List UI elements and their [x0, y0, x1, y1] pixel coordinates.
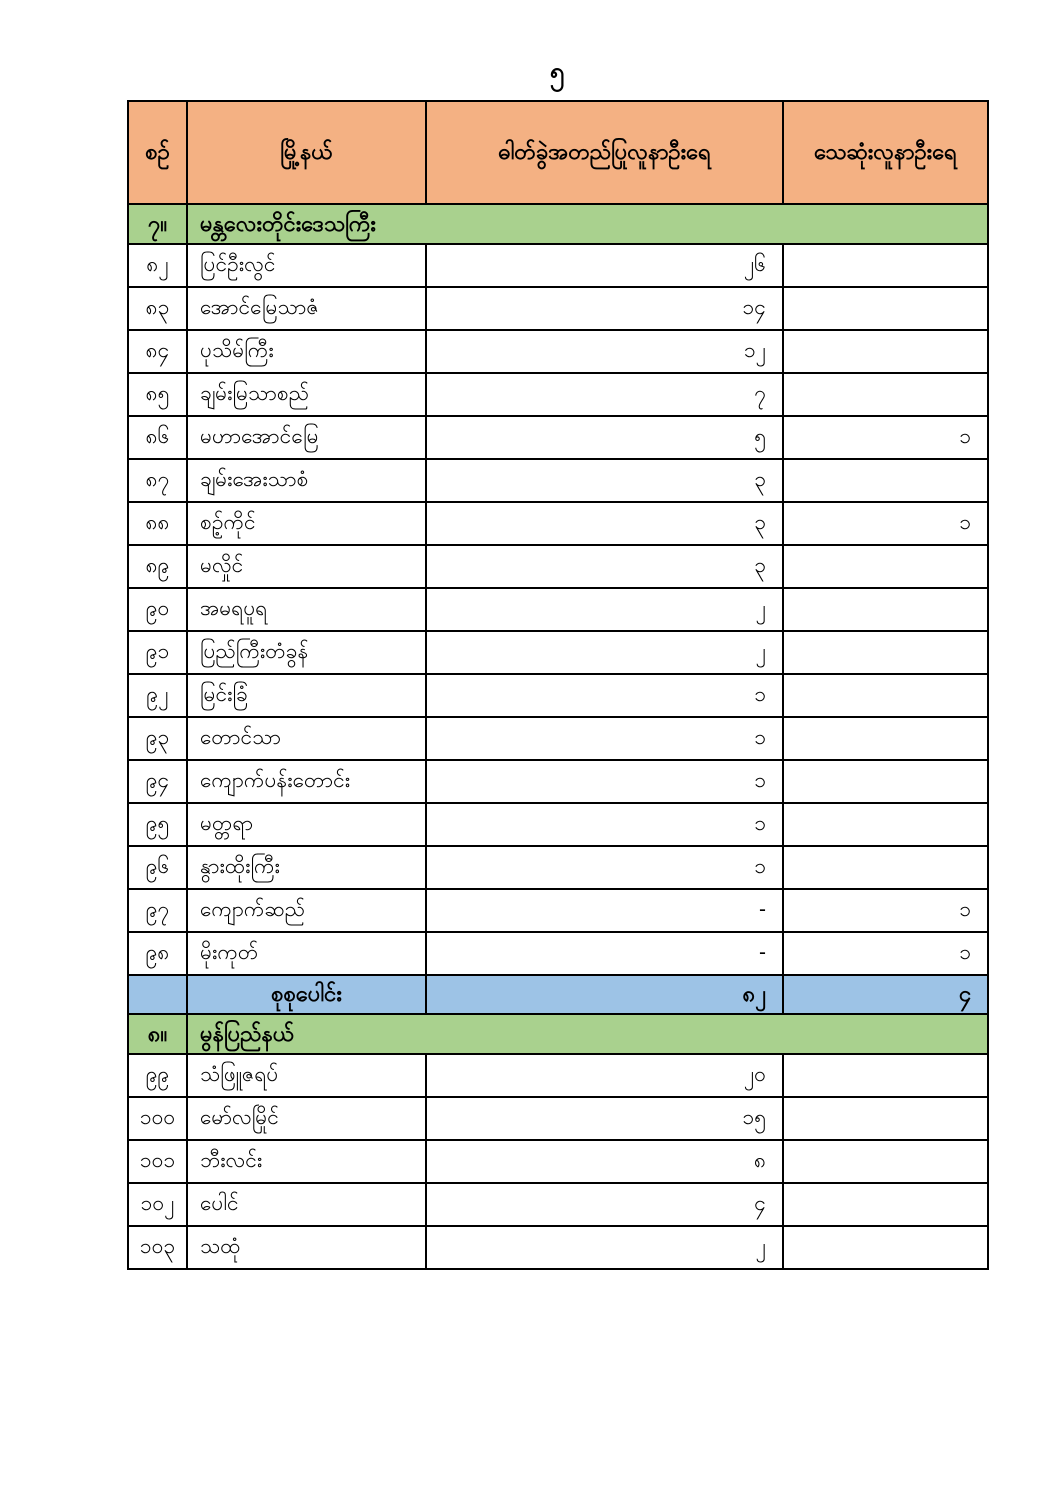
serial-cell: ၉၉ [128, 1054, 187, 1097]
deaths-count-cell [783, 1097, 988, 1140]
table-header-row [128, 101, 988, 204]
section-header-row [128, 204, 988, 244]
table-row [128, 588, 988, 631]
serial-cell: ၈၃ [128, 287, 187, 330]
township-cell: ကျောက်ဆည် [187, 889, 426, 932]
confirmed-count-cell: ၂၀ [426, 1054, 783, 1097]
serial-cell: ၁၀၁ [128, 1140, 187, 1183]
total-deaths-cell: ၄ [783, 975, 988, 1014]
deaths-count-cell [783, 588, 988, 631]
confirmed-count-cell: ၁၂ [426, 330, 783, 373]
header-confirmed-count: ဓါတ်ခွဲအတည်ပြုလူနာဦးရေ [426, 101, 783, 204]
serial-cell: ၁၀၂ [128, 1183, 187, 1226]
table-row [128, 889, 988, 932]
total-serial-cell [128, 975, 187, 1014]
total-label-cell: စုစုပေါင်း [187, 975, 426, 1014]
confirmed-count-cell: ၂ [426, 631, 783, 674]
deaths-count-cell [783, 846, 988, 889]
township-cell: တောင်သာ [187, 717, 426, 760]
table-row [128, 846, 988, 889]
table-row [128, 373, 988, 416]
township-cell: မလှိုင် [187, 545, 426, 588]
deaths-count-cell: ၁ [783, 416, 988, 459]
township-cell: ပြင်ဦးလွင် [187, 244, 426, 287]
township-cell: ကျောက်ပန်းတောင်း [187, 760, 426, 803]
township-cell: နွားထိုးကြီး [187, 846, 426, 889]
table-body [128, 204, 988, 1269]
table-row [128, 244, 988, 287]
township-cell: သထုံ [187, 1226, 426, 1269]
confirmed-count-cell: ၁၅ [426, 1097, 783, 1140]
serial-cell: ၈၈ [128, 502, 187, 545]
section-label-cell: မန္တလေးတိုင်းဒေသကြီး [187, 204, 988, 244]
table-row [128, 631, 988, 674]
header-death-count: သေဆုံးလူနာဦးရေ [783, 101, 988, 204]
township-cell: ချမ်းအေးသာစံ [187, 459, 426, 502]
table-row [128, 674, 988, 717]
deaths-count-cell [783, 1054, 988, 1097]
table-row [128, 717, 988, 760]
section-label-cell: မွန်ပြည်နယ် [187, 1014, 988, 1054]
serial-cell: ၉၀ [128, 588, 187, 631]
serial-cell: ၉၆ [128, 846, 187, 889]
confirmed-count-cell: ၃ [426, 545, 783, 588]
township-cell: သံဖြူဇရပ် [187, 1054, 426, 1097]
township-cell: ပြည်ကြီးတံခွန် [187, 631, 426, 674]
township-cell: အမရပူရ [187, 588, 426, 631]
township-cell: စဉ့်ကိုင် [187, 502, 426, 545]
serial-cell: ၉၃ [128, 717, 187, 760]
serial-cell: ၉၈ [128, 932, 187, 975]
township-cell: မြင်းခြံ [187, 674, 426, 717]
confirmed-count-cell: - [426, 932, 783, 975]
serial-cell: ၁၀၃ [128, 1226, 187, 1269]
confirmed-count-cell: ၁ [426, 803, 783, 846]
table-row [128, 416, 988, 459]
table-row [128, 502, 988, 545]
deaths-count-cell [783, 1183, 988, 1226]
table-row [128, 1054, 988, 1097]
section-number-cell: ၈။ [128, 1014, 187, 1054]
table-row [128, 1226, 988, 1269]
township-cell: ပုသိမ်ကြီး [187, 330, 426, 373]
confirmed-count-cell: ၇ [426, 373, 783, 416]
deaths-count-cell [783, 287, 988, 330]
covid-report-table [127, 100, 989, 1270]
table-row [128, 1140, 988, 1183]
section-number-cell: ၇။ [128, 204, 187, 244]
deaths-count-cell [783, 1226, 988, 1269]
table-row [128, 287, 988, 330]
township-cell: မော်လမြိုင် [187, 1097, 426, 1140]
deaths-count-cell [783, 760, 988, 803]
table-row [128, 932, 988, 975]
township-cell: အောင်မြေသာဇံ [187, 287, 426, 330]
deaths-count-cell [783, 459, 988, 502]
table-row [128, 1097, 988, 1140]
deaths-count-cell [783, 674, 988, 717]
header-township: မြို့နယ် [187, 101, 426, 204]
serial-cell: ၉၅ [128, 803, 187, 846]
page-number: ၅ [549, 56, 565, 86]
serial-cell: ၈၂ [128, 244, 187, 287]
confirmed-count-cell: ၄ [426, 1183, 783, 1226]
deaths-count-cell [783, 631, 988, 674]
township-cell: မဟာအောင်မြေ [187, 416, 426, 459]
deaths-count-cell: ၁ [783, 502, 988, 545]
serial-cell: ၁၀၀ [128, 1097, 187, 1140]
total-row [128, 975, 988, 1014]
confirmed-count-cell: ၅ [426, 416, 783, 459]
deaths-count-cell [783, 717, 988, 760]
township-cell: ဘီးလင်း [187, 1140, 426, 1183]
serial-cell: ၈၆ [128, 416, 187, 459]
deaths-count-cell [783, 1140, 988, 1183]
table-row [128, 803, 988, 846]
confirmed-count-cell: ၁ [426, 760, 783, 803]
deaths-count-cell [783, 330, 988, 373]
confirmed-count-cell: ၂ [426, 1226, 783, 1269]
confirmed-count-cell: ၈ [426, 1140, 783, 1183]
confirmed-count-cell: ၁ [426, 717, 783, 760]
township-cell: ချမ်းမြသာစည် [187, 373, 426, 416]
confirmed-count-cell: ၁ [426, 846, 783, 889]
table-row [128, 545, 988, 588]
serial-cell: ၈၅ [128, 373, 187, 416]
deaths-count-cell: ၁ [783, 932, 988, 975]
confirmed-count-cell: ၁ [426, 674, 783, 717]
confirmed-count-cell: ၃ [426, 459, 783, 502]
header-serial: စဉ် [128, 101, 187, 204]
deaths-count-cell [783, 244, 988, 287]
confirmed-count-cell: ၁၄ [426, 287, 783, 330]
table-row [128, 459, 988, 502]
serial-cell: ၉၁ [128, 631, 187, 674]
township-cell: မိုးကုတ် [187, 932, 426, 975]
serial-cell: ၈၉ [128, 545, 187, 588]
deaths-count-cell: ၁ [783, 889, 988, 932]
serial-cell: ၉၂ [128, 674, 187, 717]
deaths-count-cell [783, 803, 988, 846]
township-cell: မတ္တရာ [187, 803, 426, 846]
serial-cell: ၈၇ [128, 459, 187, 502]
confirmed-count-cell: - [426, 889, 783, 932]
confirmed-count-cell: ၂၆ [426, 244, 783, 287]
table-row [128, 760, 988, 803]
serial-cell: ၈၄ [128, 330, 187, 373]
table-header [128, 101, 988, 204]
serial-cell: ၉၇ [128, 889, 187, 932]
deaths-count-cell [783, 545, 988, 588]
total-confirmed-cell: ၈၂ [426, 975, 783, 1014]
confirmed-count-cell: ၂ [426, 588, 783, 631]
section-header-row [128, 1014, 988, 1054]
table-row [128, 330, 988, 373]
table-row [128, 1183, 988, 1226]
serial-cell: ၉၄ [128, 760, 187, 803]
confirmed-count-cell: ၃ [426, 502, 783, 545]
deaths-count-cell [783, 373, 988, 416]
township-cell: ပေါင် [187, 1183, 426, 1226]
